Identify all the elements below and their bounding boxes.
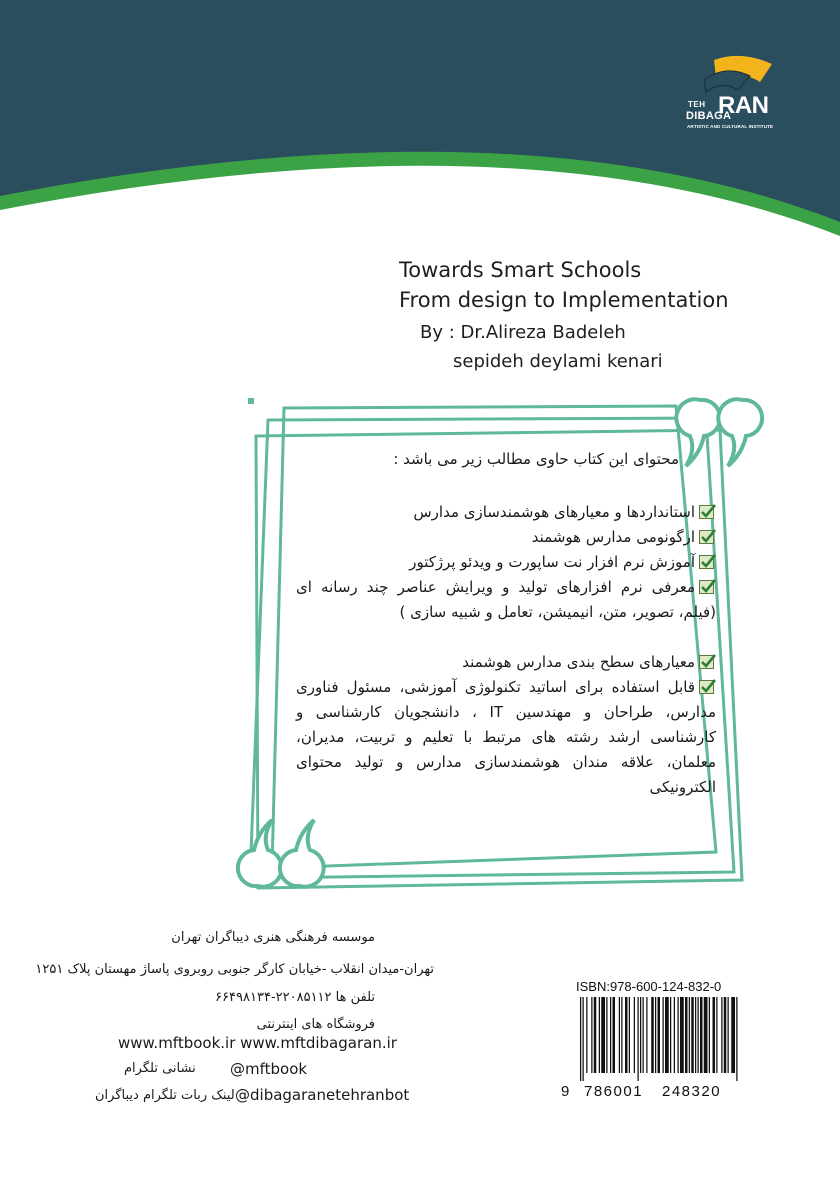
barcode-bar [685, 997, 688, 1073]
online-shops-label: فروشگاه های اینترنتی [256, 1017, 375, 1032]
barcode-bar [678, 997, 679, 1073]
telegram-bot-label: لینک ربات تلگرام دیباگران [95, 1088, 235, 1103]
logo-ran: RAN [718, 92, 769, 119]
content-item-3 [296, 550, 716, 575]
barcode-bar [670, 997, 671, 1073]
telegram-bot-handle[interactable]: @dibagaranetehranbot [235, 1086, 410, 1104]
book-title-line2: From design to Implementation [399, 288, 729, 312]
barcode-bar [713, 997, 716, 1073]
checkmark-icon [699, 504, 716, 519]
barcode-bar [638, 997, 639, 1081]
barcode-bar [643, 997, 644, 1073]
content-item-text: معرفی نرم افزارهای تولید و ویرایش عناصر چند رسانه ای (فیلم، تصویر، متن، انیمیشن، تعامل و شبیه سازی ) [296, 578, 716, 621]
barcode-bar [680, 997, 684, 1073]
barcode-bar [721, 997, 722, 1073]
barcode-bar [640, 997, 641, 1073]
barcode-bar [594, 997, 597, 1073]
book-title-line1: Towards Smart Schools [399, 258, 642, 282]
barcode-bar [716, 997, 717, 1073]
barcode-bar [599, 997, 600, 1073]
content-item-text: استانداردها و معیارهای هوشمندسازی مدارس [413, 503, 695, 521]
barcode-digits-group2: 248320 [662, 1083, 722, 1100]
telegram-label: نشانی تلگرام [124, 1061, 196, 1076]
publisher-address: تهران-میدان انقلاب -خیابان کارگر جنوبی روبروی پاساژ مهستان پلاک ۱۲۵۱ [35, 962, 434, 977]
logo-teh: TEH [688, 100, 706, 109]
barcode [578, 997, 740, 1081]
publisher-name: موسسه فرهنگی هنری دیباگران تهران [171, 930, 375, 945]
barcode-bar [646, 997, 647, 1073]
barcode-bar [634, 997, 635, 1073]
barcode-bar [591, 997, 592, 1073]
telegram-handle[interactable]: @mftbook [230, 1060, 308, 1078]
content-item-1 [296, 500, 716, 525]
content-item-6 [296, 675, 716, 800]
barcode-bar [709, 997, 710, 1073]
publisher-phones: تلفن ها ۲۲۰۸۵۱۱۲-۶۶۴۹۸۱۳۴ [215, 990, 375, 1005]
content-intro: محتوای این کتاب حاوی مطالب زیر می باشد : [393, 450, 679, 468]
content-item-4 [296, 575, 716, 625]
barcode-bar [698, 997, 699, 1073]
barcode-bar [586, 997, 587, 1073]
barcode-bar [704, 997, 708, 1073]
logo-diba: DIBAGA [686, 110, 732, 122]
barcode-bar [724, 997, 727, 1073]
barcode-bar [658, 997, 661, 1073]
barcode-bar [736, 997, 737, 1081]
checkmark-icon [699, 529, 716, 544]
barcode-bar [695, 997, 696, 1073]
checkmark-icon [699, 679, 716, 694]
content-item-5 [296, 650, 716, 675]
barcode-bar [651, 997, 654, 1073]
checkmark-icon [699, 579, 716, 594]
barcode-bar [621, 997, 622, 1073]
book-author2: sepideh deylami kenari [453, 351, 663, 372]
book-author-line: By : Dr.Alireza Badeleh [420, 322, 626, 343]
checkmark-icon [699, 554, 716, 569]
content-item-2 [296, 525, 716, 550]
checkmark-icon [699, 654, 716, 669]
barcode-lead-digit: 9 [561, 1083, 570, 1100]
barcode-bar [629, 997, 630, 1073]
barcode-bar [583, 997, 584, 1081]
barcode-bar [663, 997, 664, 1073]
logo-subtitle: ARTISTIC AND CULTURAL INSTITUTE [687, 124, 774, 129]
barcode-bar [610, 997, 611, 1073]
barcode-bar [728, 997, 729, 1073]
barcode-bar [700, 997, 703, 1073]
barcode-bar [619, 997, 620, 1073]
barcode-bar [665, 997, 669, 1073]
barcode-bar [655, 997, 656, 1073]
content-item-text: معیارهای سطح بندی مدارس هوشمند [462, 653, 695, 671]
barcode-bar [601, 997, 605, 1073]
content-item-text: قابل استفاده برای اساتید تکنولوژی آموزشی، مسئول فناوری مدارس، طراحان و مهندسین IT ، دانشجویان کارشناسی و کارشناسی ارشد رشته های مرتبط با تعلیم و تربیت، مدیران، معلمان، علاقه مندان هوشمندسازی مدارس و تولید محتوای الکترونیکی [296, 678, 716, 796]
website-links[interactable]: www.mftbook.ir www.mftdibagaran.ir [118, 1034, 397, 1052]
barcode-digits-group1: 786001 [584, 1083, 644, 1100]
barcode-bar [606, 997, 607, 1073]
barcode-bar [580, 997, 581, 1081]
barcode-bar [674, 997, 675, 1073]
barcode-bar [731, 997, 735, 1073]
barcode-bar [625, 997, 628, 1073]
content-item-text: آموزش نرم افزار نت ساپورت و ویدئو پرژکتور [409, 553, 695, 571]
content-item-text: ارگونومی مدارس هوشمند [531, 528, 695, 546]
barcode-bar [613, 997, 616, 1073]
isbn-text: ISBN:978-600-124-832-0 [576, 979, 722, 994]
barcode-bar [691, 997, 694, 1073]
barcode-bar [689, 997, 690, 1073]
